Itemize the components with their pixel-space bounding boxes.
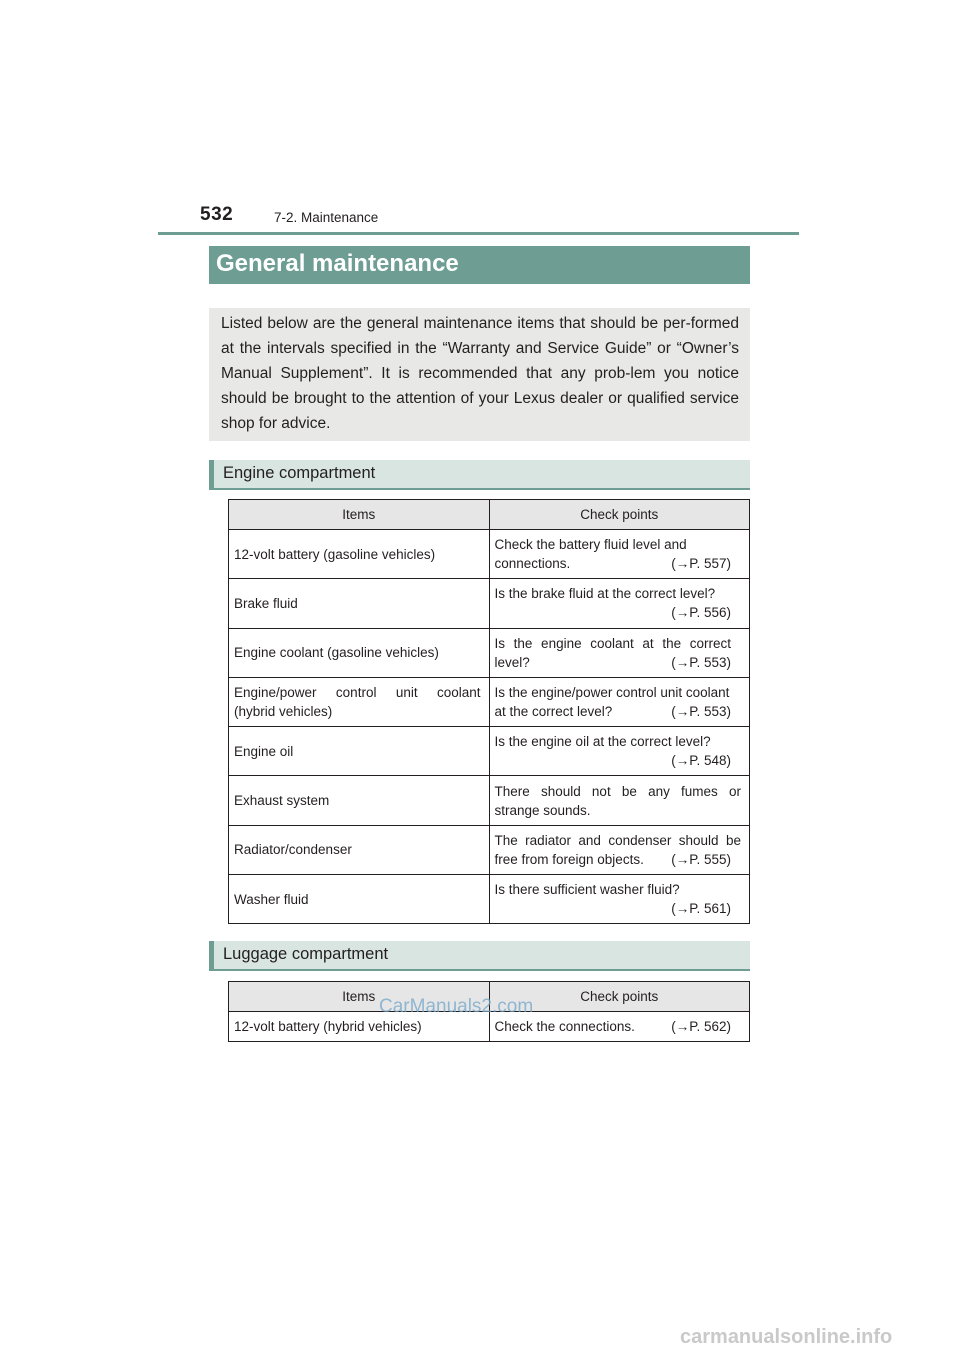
watermark-text: CarManuals2.com: [379, 996, 534, 1017]
page-reference: (→P. 562): [671, 1019, 731, 1034]
table-row: [229, 677, 750, 726]
check-cell: [489, 776, 750, 825]
item-cell: [229, 875, 490, 924]
item-cell: [229, 579, 490, 628]
item-text: Exhaust system: [234, 793, 330, 809]
check-text-line2: at the correct level? (→P. 553): [494, 704, 731, 720]
column-header-items: Items: [229, 982, 490, 1012]
check-cell: [489, 530, 750, 579]
check-cell: [489, 825, 750, 874]
intro-paragraph: Listed below are the general maintenance items that should be per-formed at the intervals specified in the “Warranty and Service Guide” or “Owner’s Manual Supplement”. It is recommended that any prob-lem you notice should be brought to the attention of your Lexus dealer or qualified service shop for advice.: [209, 308, 750, 441]
table-row: [229, 727, 750, 776]
check-text: Is there sufficient washer fluid?: [494, 882, 680, 898]
table-row: [229, 875, 750, 924]
footer-watermark: carmanualsonline.info: [680, 1326, 893, 1348]
page-title: General maintenance: [209, 246, 750, 284]
table-row: [229, 530, 750, 579]
check-cell: [489, 677, 750, 726]
check-text-line2: connections. (→P. 557): [494, 556, 731, 572]
item-text: Engine/power control unit coolant: [234, 685, 481, 701]
page-reference: (→P. 555): [671, 851, 731, 867]
item-text-line2: (hybrid vehicles): [234, 704, 333, 720]
check-text: Is the engine oil at the correct level?: [494, 734, 711, 750]
check-text-line2: level? (→P. 553): [494, 654, 731, 670]
check-text: Is the engine coolant at the correct: [494, 635, 731, 651]
header-divider: [158, 232, 799, 235]
item-text: Radiator/condenser: [234, 842, 352, 858]
page-number: 532: [200, 204, 234, 225]
item-text: Engine coolant (gasoline vehicles): [234, 645, 439, 661]
check-cell: [489, 579, 750, 628]
check-text-line: Check the connections. (→P. 562): [494, 1019, 731, 1034]
engine-compartment-table: [228, 499, 750, 924]
engine-compartment-heading: Engine compartment: [209, 460, 750, 490]
check-text: Is the engine/power control unit coolant: [494, 685, 730, 701]
item-text: Brake fluid: [234, 595, 298, 611]
column-header-check-points: Check points: [489, 500, 750, 530]
page-reference: (→P. 553): [671, 654, 731, 670]
page-reference: (→P. 548): [671, 753, 731, 769]
item-text: 12-volt battery (hybrid vehicles): [234, 1019, 422, 1034]
column-header-items: Items: [229, 500, 490, 530]
check-text-line2: strange sounds.: [494, 802, 591, 818]
item-cell: [229, 825, 490, 874]
column-header-check-points: Check points: [489, 982, 750, 1012]
table-row: [229, 628, 750, 677]
check-text-line2: free from foreign objects. (→P. 555): [494, 851, 731, 867]
item-text: 12-volt battery (gasoline vehicles): [234, 546, 436, 562]
check-text: Is the brake fluid at the correct level?: [494, 586, 716, 602]
item-cell: [229, 530, 490, 579]
item-cell: [229, 727, 490, 776]
check-text: The radiator and condenser should be: [494, 832, 741, 848]
check-cell: [489, 875, 750, 924]
table-row: [229, 579, 750, 628]
item-text: Engine oil: [234, 743, 294, 759]
table-header-row: [229, 500, 750, 530]
table-row: [229, 776, 750, 825]
check-text: Check the battery fluid level and: [494, 537, 687, 553]
luggage-compartment-heading: Luggage compartment: [209, 941, 750, 971]
check-cell: [489, 727, 750, 776]
page-reference: (→P. 557): [671, 556, 731, 572]
item-text: Washer fluid: [234, 891, 309, 907]
table-row: [229, 825, 750, 874]
item-cell: [229, 776, 490, 825]
section-breadcrumb: 7-2. Maintenance: [274, 210, 379, 225]
check-text: There should not be any fumes or: [494, 783, 741, 799]
check-cell: [489, 628, 750, 677]
item-cell: [229, 677, 490, 726]
item-cell: [229, 628, 490, 677]
page-reference: (→P. 556): [671, 605, 731, 621]
page-reference: (→P. 561): [671, 901, 731, 917]
page-reference: (→P. 553): [671, 704, 731, 720]
